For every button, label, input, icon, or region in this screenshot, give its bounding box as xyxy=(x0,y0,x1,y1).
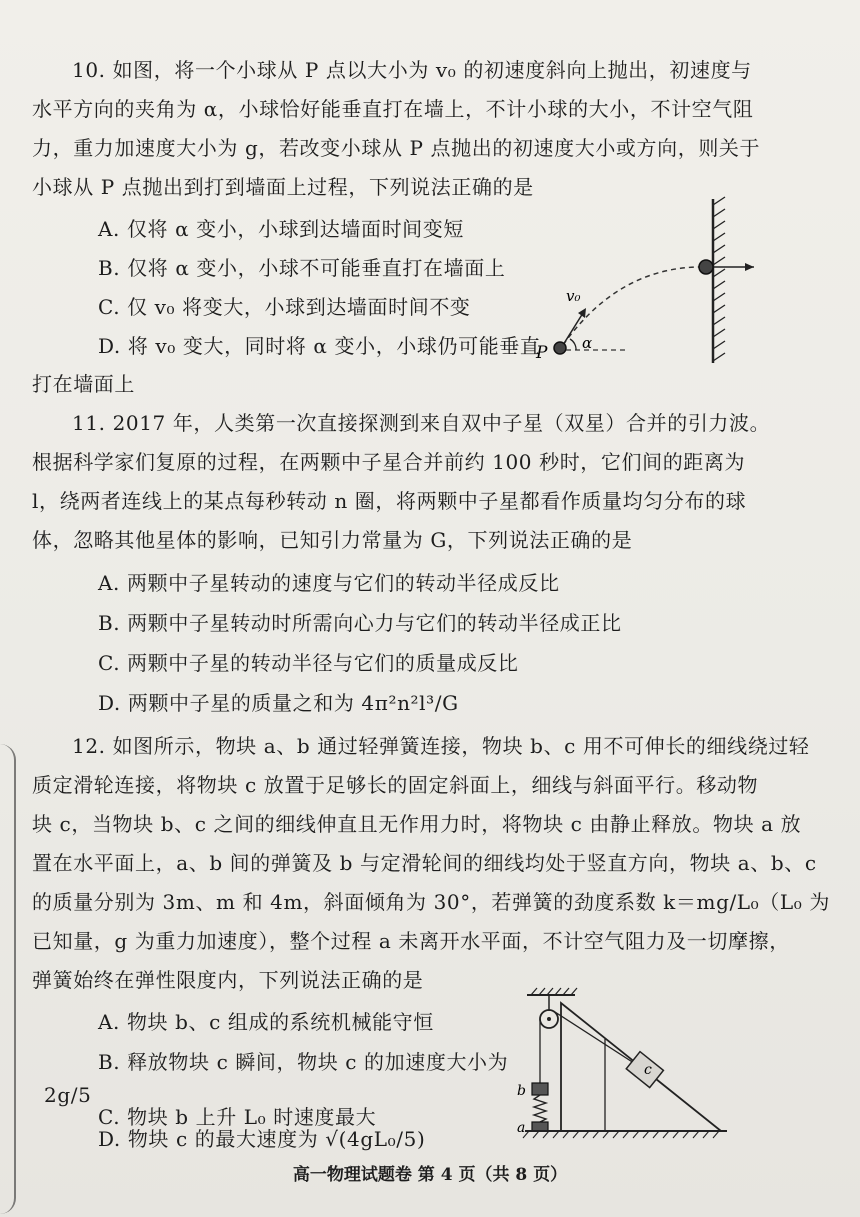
q12-line-6: 已知量，g 为重力加速度），整个过程 a 未离开水平面，不计空气阻力及一切摩擦， xyxy=(32,929,790,953)
spring-icon xyxy=(534,1095,546,1122)
q11-line-3: l，绕两者连线上的某点每秒转动 n 圈，将两颗中子星都看作质量均匀分布的球 xyxy=(32,489,747,513)
q11-line-4: 体，忽略其他星体的影响，已知引力常量为 G，下列说法正确的是 xyxy=(32,528,633,552)
string-to-c xyxy=(555,1012,637,1065)
b-label: b xyxy=(517,1083,526,1099)
q10-option-d: D. 将 v₀ 变大，同时将 α 变小，小球仍可能垂直 xyxy=(98,334,541,358)
block-b xyxy=(532,1083,548,1095)
q11-option-a: A. 两颗中子星转动的速度与它们的转动半径成反比 xyxy=(98,571,560,595)
alpha-label: α xyxy=(582,334,593,352)
wall-hatching xyxy=(713,197,725,361)
q10-option-b: B. 仅将 α 变小，小球不可能垂直打在墙面上 xyxy=(98,256,506,280)
a-label: a xyxy=(517,1120,526,1136)
angle-arc xyxy=(570,339,576,350)
arrowhead-icon xyxy=(745,263,754,271)
q11-option-b: B. 两颗中子星转动时所需向心力与它们的转动半径成正比 xyxy=(98,611,622,635)
q12-line-5: 的质量分别为 3m、m 和 4m，斜面倾角为 30°，若弹簧的劲度系数 k＝mg/L₀（L₀ 为 xyxy=(32,890,830,914)
page-footer: 高一物理试题卷 第 4 页（共 8 页） xyxy=(292,1165,568,1185)
q12-incline-figure xyxy=(505,985,730,1140)
ground-hatching xyxy=(523,1131,719,1138)
ceiling-hatching xyxy=(531,988,577,995)
ball-at-wall xyxy=(699,260,713,274)
q10-option-d-continued: 打在墙面上 xyxy=(32,372,135,396)
initial-velocity-arrow xyxy=(563,313,583,345)
q12-line-7: 弹簧始终在弹性限度内，下列说法正确的是 xyxy=(32,968,424,992)
q10-line-3: 力，重力加速度大小为 g，若改变小球从 P 点抛出的初速度大小或方向，则关于 xyxy=(32,136,761,160)
c-label: c xyxy=(644,1062,652,1078)
p-label: P xyxy=(536,343,548,363)
q12-option-c: C. 物块 b 上升 L₀ 时速度最大 xyxy=(98,1105,377,1129)
block-a xyxy=(532,1122,548,1131)
page-curl-edge xyxy=(0,744,16,1214)
q11-option-c: C. 两颗中子星的转动半径与它们的质量成反比 xyxy=(98,651,519,675)
q12-line-2: 质定滑轮连接，将物块 c 放置于足够长的固定斜面上，细线与斜面平行。移动物 xyxy=(32,773,759,797)
q11-option-d: D. 两颗中子星的质量之和为 4π²n²l³/G xyxy=(98,691,459,715)
q10-line-2: 水平方向的夹角为 α，小球恰好能垂直打在墙上，不计小球的大小，不计空气阻 xyxy=(32,97,754,121)
q10-line-1: 10. 如图，将一个小球从 P 点以大小为 v₀ 的初速度斜向上抛出，初速度与 xyxy=(72,58,752,82)
q12-option-d: D. 物块 c 的最大速度为 √(4gL₀/5) xyxy=(98,1127,426,1151)
q10-option-c: C. 仅 v₀ 将变大，小球到达墙面时间不变 xyxy=(98,295,471,319)
pulley-axle xyxy=(547,1017,551,1021)
q12-option-b: B. 释放物块 c 瞬间，物块 c 的加速度大小为 xyxy=(98,1050,509,1074)
q12-line-3: 块 c，当物块 b、c 之间的细线伸直且无作用力时，将物块 c 由静止释放。物块 a 放 xyxy=(32,812,802,836)
q11-line-2: 根据科学家们复原的过程，在两颗中子星合并前约 100 秒时，它们间的距离为 xyxy=(32,450,746,474)
q11-line-1: 11. 2017 年，人类第一次直接探测到来自双中子星（双星）合并的引力波。 xyxy=(72,411,771,435)
q10-option-a: A. 仅将 α 变小，小球到达墙面时间变短 xyxy=(98,217,464,241)
q12-line-4: 置在水平面上，a、b 间的弹簧及 b 与定滑轮间的细线均处于竖直方向，物块 a、b、c xyxy=(32,851,817,875)
v0-label: v₀ xyxy=(566,287,581,305)
q12-option-a: A. 物块 b、c 组成的系统机械能守恒 xyxy=(98,1010,434,1034)
q12-line-1: 12. 如图所示，物块 a、b 通过轻弹簧连接，物块 b、c 用不可伸长的细线绕过轻 xyxy=(72,734,810,758)
q12-option-b-continued: 2g/5 xyxy=(44,1083,92,1107)
q10-projectile-figure xyxy=(530,195,770,370)
q10-line-4: 小球从 P 点抛出到打到墙面上过程，下列说法正确的是 xyxy=(32,175,534,199)
ball-at-p xyxy=(554,342,566,354)
arrowhead-icon xyxy=(578,308,586,318)
